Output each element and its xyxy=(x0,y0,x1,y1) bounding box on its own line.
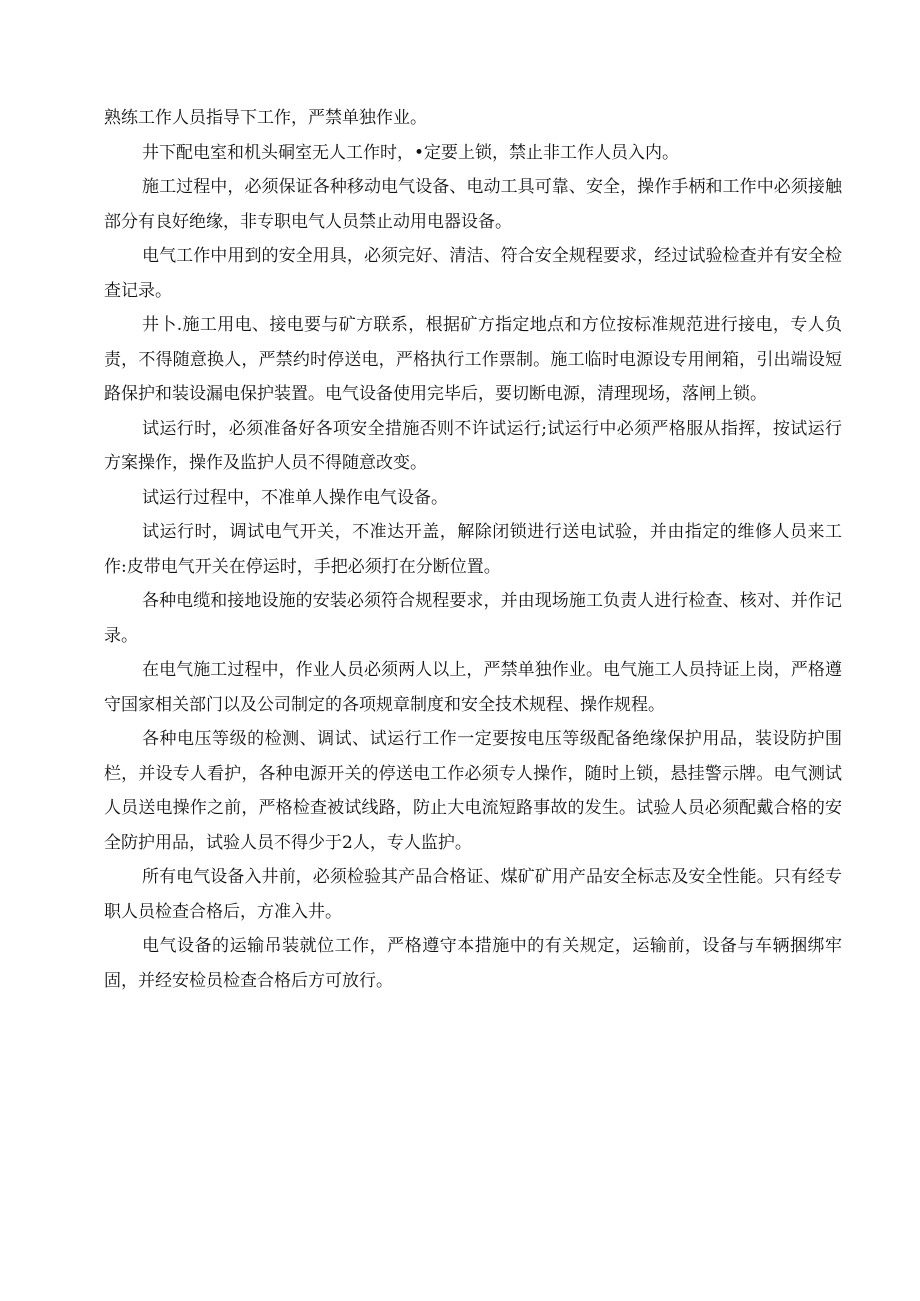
paragraph-cable-grounding: 各种电缆和接地设施的安装必须符合规程要求，并由现场施工负责人进行检查、核对、并作记录。 xyxy=(104,591,842,646)
paragraph-safety-tools: 电气工作中用到的安全用具，必须完好、清洁、符合安全规程要求，经过试验检查并有安全检查记录。 xyxy=(104,246,842,301)
paragraph-two-person-rule: 在电气施工过程中，作业人员必须两人以上，严禁单独作业。电气施工人员持证上岗，严格遵守国家相关部门以及公司制定的各项规章制度和安全技术规程、操作规程。 xyxy=(104,660,842,715)
paragraph-continuation: 熟练工作人员指导下工作，严禁单独作业。 xyxy=(104,108,427,128)
paragraph-transport-hoisting: 电气设备的运输吊装就位工作，严格遵守本措施中的有关规定，运输前，设备与车辆捆绑牢固，并经安检员检查合格后方可放行。 xyxy=(104,936,842,991)
paragraph-trial-run-switch: 试运行时，调试电气开关，不准达开盖，解除闭锁进行送电试验，并由指定的维修人员来工作:皮带电气开关在停运时，手把必须打在分断位置。 xyxy=(104,522,842,577)
document-body xyxy=(104,101,842,998)
paragraph-mobile-equipment: 施工过程中，必须保证各种移动电气设备、电动工具可靠、安全，操作手柄和工作中必须接触部分有良好绝缘，非专职电气人员禁止动用电器设备。 xyxy=(104,177,842,232)
paragraph-trial-run-single: 试运行过程中，不准单人操作电气设备。 xyxy=(142,487,448,508)
paragraph-power-connection: 井卜.施工用电、接电要与矿方联系，根据矿方指定地点和方位按标准规范进行接电，专人负责，不得随意换人，严禁约时停送电，严格执行工作票制。施工临时电源设专用闸箱，引出端设短路保护和装设漏电保护装置。电气设备使用完毕后，要切断电源，清理现场，落闸上锁。 xyxy=(104,315,842,404)
paragraph-equipment-certification: 所有电气设备入井前，必须检验其产品合格证、煤矿矿用产品安全标志及安全性能。只有经专职人员检查合格后，方准入井。 xyxy=(104,867,842,922)
paragraph-voltage-testing: 各种电压等级的检测、调试、试运行工作一定要按电压等级配备绝缘保护用品，装设防护围栏，并设专人看护，各种电源开关的停送电工作必须专人操作，随时上锁，悬挂警示牌。电气测试人员送电操作之前，严格检查被试线路，防止大电流短路事故的发生。试验人员必须配戴合格的安全防护用品，试验人员不得少于2人，专人监护。 xyxy=(104,729,842,853)
paragraph-substation-lock: 井下配电室和机头硐室无人工作时，•定要上锁，禁止非工作人员入内。 xyxy=(142,142,680,163)
paragraph-trial-run-safety: 试运行时，必须准备好各项安全措施否则不许试运行;试运行中必须严格服从指挥，按试运行方案操作，操作及监护人员不得随意改变。 xyxy=(104,418,842,473)
